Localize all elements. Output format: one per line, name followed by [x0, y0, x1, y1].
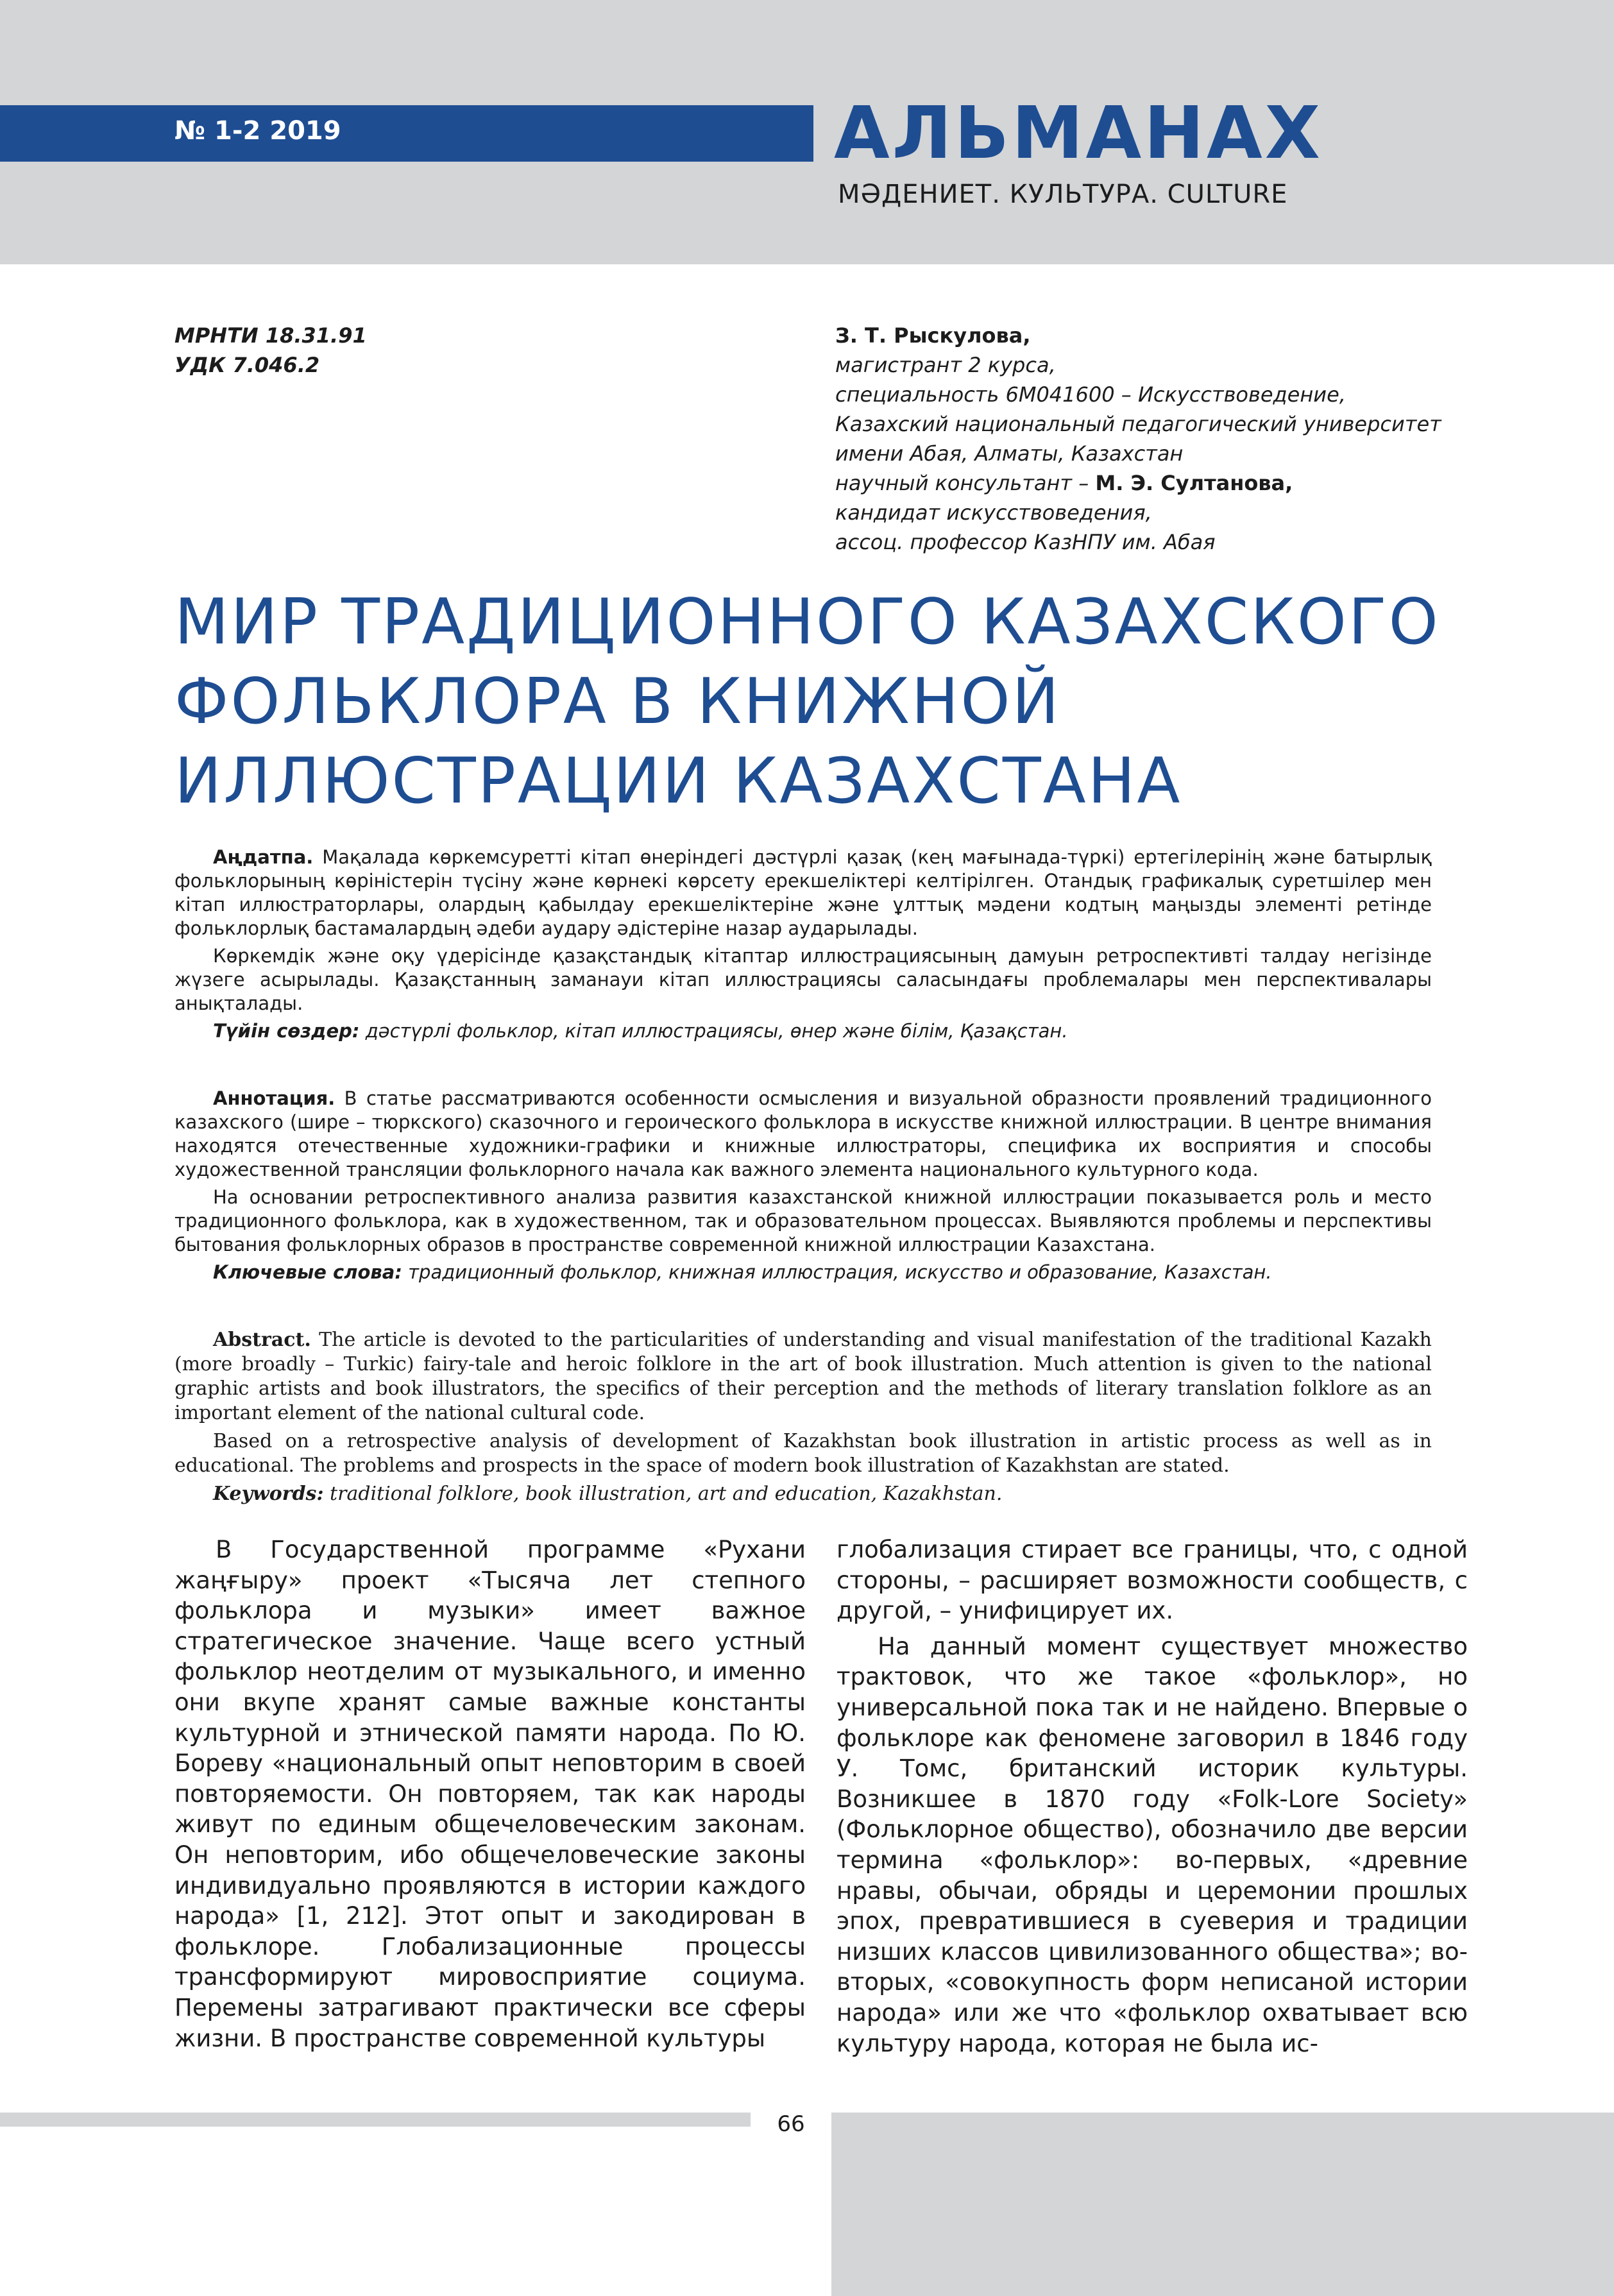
body-paragraph: глобализация стирает все границы, что, с одной стороны, – расширяет возможности сообществ, с другой, – унифицирует их.	[837, 1536, 1468, 1625]
journal-subtitle: МӘДЕНИЕТ. КУЛЬТУРА. CULTURE	[838, 180, 1288, 209]
page-number: 66	[777, 2111, 805, 2137]
author-name: З. Т. Рыскулова,	[835, 323, 1031, 348]
classification-codes	[174, 321, 367, 380]
author-line: специальность 6М041600 – Искусствоведение,	[835, 382, 1346, 407]
body-paragraph: В Государственной программе «Рухани жаңғыру» проект «Тысяча лет степного фольклора и музыки» имеет важное стратегическое значение. Чаще всего устный фольклор неотделим от музыкального, и именно они вкупе хранят самые важные константы культурной и этнической памяти народа. По Ю. Бореву «национальный опыт неповторим в своей повторяемости. Он повторяем, так как народы живут по единым общечеловеческим законам. Он неповторим, ибо общечеловеческие законы индивидуально проявляются в истории каждого народа» [1, 212]. Этот опыт и закодирован в фольклоре. Глобализационные процессы трансформируют мировосприятие социума. Перемены затрагивают практически все сферы жизни. В пространстве современной культуры	[174, 1536, 806, 2052]
keywords: Түйін сөздер: дәстүрлі фольклор, кітап иллюстрациясы, өнер және білім, Қазақстан.	[213, 1020, 1068, 1042]
abstract-en	[174, 1328, 1432, 1506]
abstract-label: Abstract.	[213, 1329, 311, 1351]
abstract-paragraph: На основании ретроспективного анализа развития казахстанской книжной иллюстрации показывается роль и место традиционного фольклора, как в художественном, так и образовательном процессах. Выявляются проблемы и перспективы бытования фольклорных образов в пространстве современной книжной иллюстрации Казахстана.	[174, 1186, 1432, 1255]
keywords: Ключевые слова: традиционный фольклор, книжная иллюстрация, искусство и образование, Казахстан.	[213, 1261, 1272, 1283]
author-block	[835, 321, 1441, 557]
author-line: магистрант 2 курса,	[835, 353, 1056, 377]
keywords-label: Ключевые слова:	[213, 1261, 402, 1283]
abstract-ru	[174, 1087, 1432, 1284]
footer-band-right	[831, 2113, 1614, 2296]
abstract-label: Аннотация.	[213, 1087, 336, 1109]
keywords: Keywords: traditional folklore, book illustration, art and education, Kazakhstan.	[213, 1483, 1003, 1505]
keywords-label: Түйін сөздер:	[213, 1020, 360, 1042]
consultant-name: М. Э. Султанова,	[1095, 471, 1293, 495]
abstract-label: Аңдатпа.	[213, 846, 314, 868]
consultant-prefix: научный консультант –	[835, 471, 1096, 495]
journal-title: АЛЬМАНАХ	[834, 92, 1323, 175]
title-line: ИЛЛЮСТРАЦИИ КАЗАХСТАНА	[174, 745, 1182, 818]
udk-code: УДК 7.046.2	[174, 353, 320, 377]
issue-number: № 1-2 2019	[174, 116, 341, 146]
article-title	[174, 583, 1457, 821]
footer-band-left	[0, 2113, 751, 2127]
title-line: МИР ТРАДИЦИОННОГО КАЗАХСКОГО	[174, 586, 1440, 659]
mrnti-code: МРНТИ 18.31.91	[174, 323, 367, 348]
author-line: имени Абая, Алматы, Казахстан	[835, 441, 1184, 466]
consultant-line	[835, 468, 1441, 498]
title-line: ФОЛЬКЛОРА В КНИЖНОЙ	[174, 665, 1061, 738]
body-column-left	[174, 1535, 806, 2059]
abstract-paragraph: Көркемдік және оқу үдерісінде қазақстандық кітаптар иллюстрациясының дамуын ретроспективті талдау негізінде жүзеге асырылады. Қазақстанның заманауи кітап иллюстрациясы саласындағы проблемалары мен перспективалары анықталады.	[174, 945, 1432, 1014]
abstract-paragraph: Аңдатпа. Мақалада көркемсуретті кітап өнеріндегі дәстүрлі қазақ (кең мағынада-түркі) ертегілерінің және батырлық фольклорының көріністерін түсіну және көрнекі көрсету ерекшеліктері келтірілген. Отандық графикалық суретшілер мен кітап иллюстраторлары, олардың қабылдау ерекшеліктеріне және ұлттық мәдени кодтың маңызды элементі ретінде фольклорлық бастамалардың әдеби аудару әдістеріне назар аударылады.	[174, 846, 1432, 939]
abstract-paragraph: Abstract. The article is devoted to the particularities of understanding and visual manifestation of the traditional Kazakh (more broadly – Turkic) fairy-tale and heroic folklore in the art of book illustration. Much attention is given to the national graphic artists and book illustrators, the specifics of their perception and the methods of literary translation folklore as an important element of the national cultural code.	[174, 1329, 1432, 1424]
consultant-detail: кандидат искусствоведения,	[835, 500, 1152, 525]
abstract-paragraph: Based on a retrospective analysis of development of Kazakhstan book illustration in artistic process as well as in educational. The problems and prospects in the space of modern book illustration of Kazakhstan are stated.	[174, 1430, 1432, 1477]
abstract-paragraph: Аннотация. В статье рассматриваются особенности осмысления и визуальной образности проявлений традиционного казахского (шире – тюркского) сказочного и героического фольклора в искусстве книжной иллюстрации. В центре внимания находятся отечественные художники-графики и книжные иллюстраторы, специфика их восприятия и способы художественной трансляции фольклорного начала как важного элемента национального культурного кода.	[174, 1087, 1432, 1180]
keywords-label: Keywords:	[213, 1483, 324, 1505]
header-bar	[0, 105, 813, 162]
consultant-detail: ассоц. профессор КазНПУ им. Абая	[835, 530, 1216, 554]
body-column-right	[837, 1535, 1468, 2064]
author-line: Казахский национальный педагогический университет	[835, 412, 1441, 436]
body-paragraph: На данный момент существует множество трактовок, что же такое «фольклор», но универсальной пока так и не найдено. Впервые о фольклоре как феномене заговорил в 1846 году У. Томс, британский историк культуры. Возникшее в 1870 году «Folk-Lore Society» (Фольклорное общество), обозначило две версии термина «фольклор»: во-первых, «древние нравы, обычаи, обряды и церемонии прошлых эпох, превратившиеся в суеверия и традиции низших классов цивилизованного общества»; во-вторых, «совокупность форм неписаной истории народа» или же что «фольклор охватывает всю культуру народа, которая не была ис-	[837, 1632, 1468, 2057]
abstracts	[174, 846, 1432, 1550]
abstract-kz	[174, 846, 1432, 1043]
